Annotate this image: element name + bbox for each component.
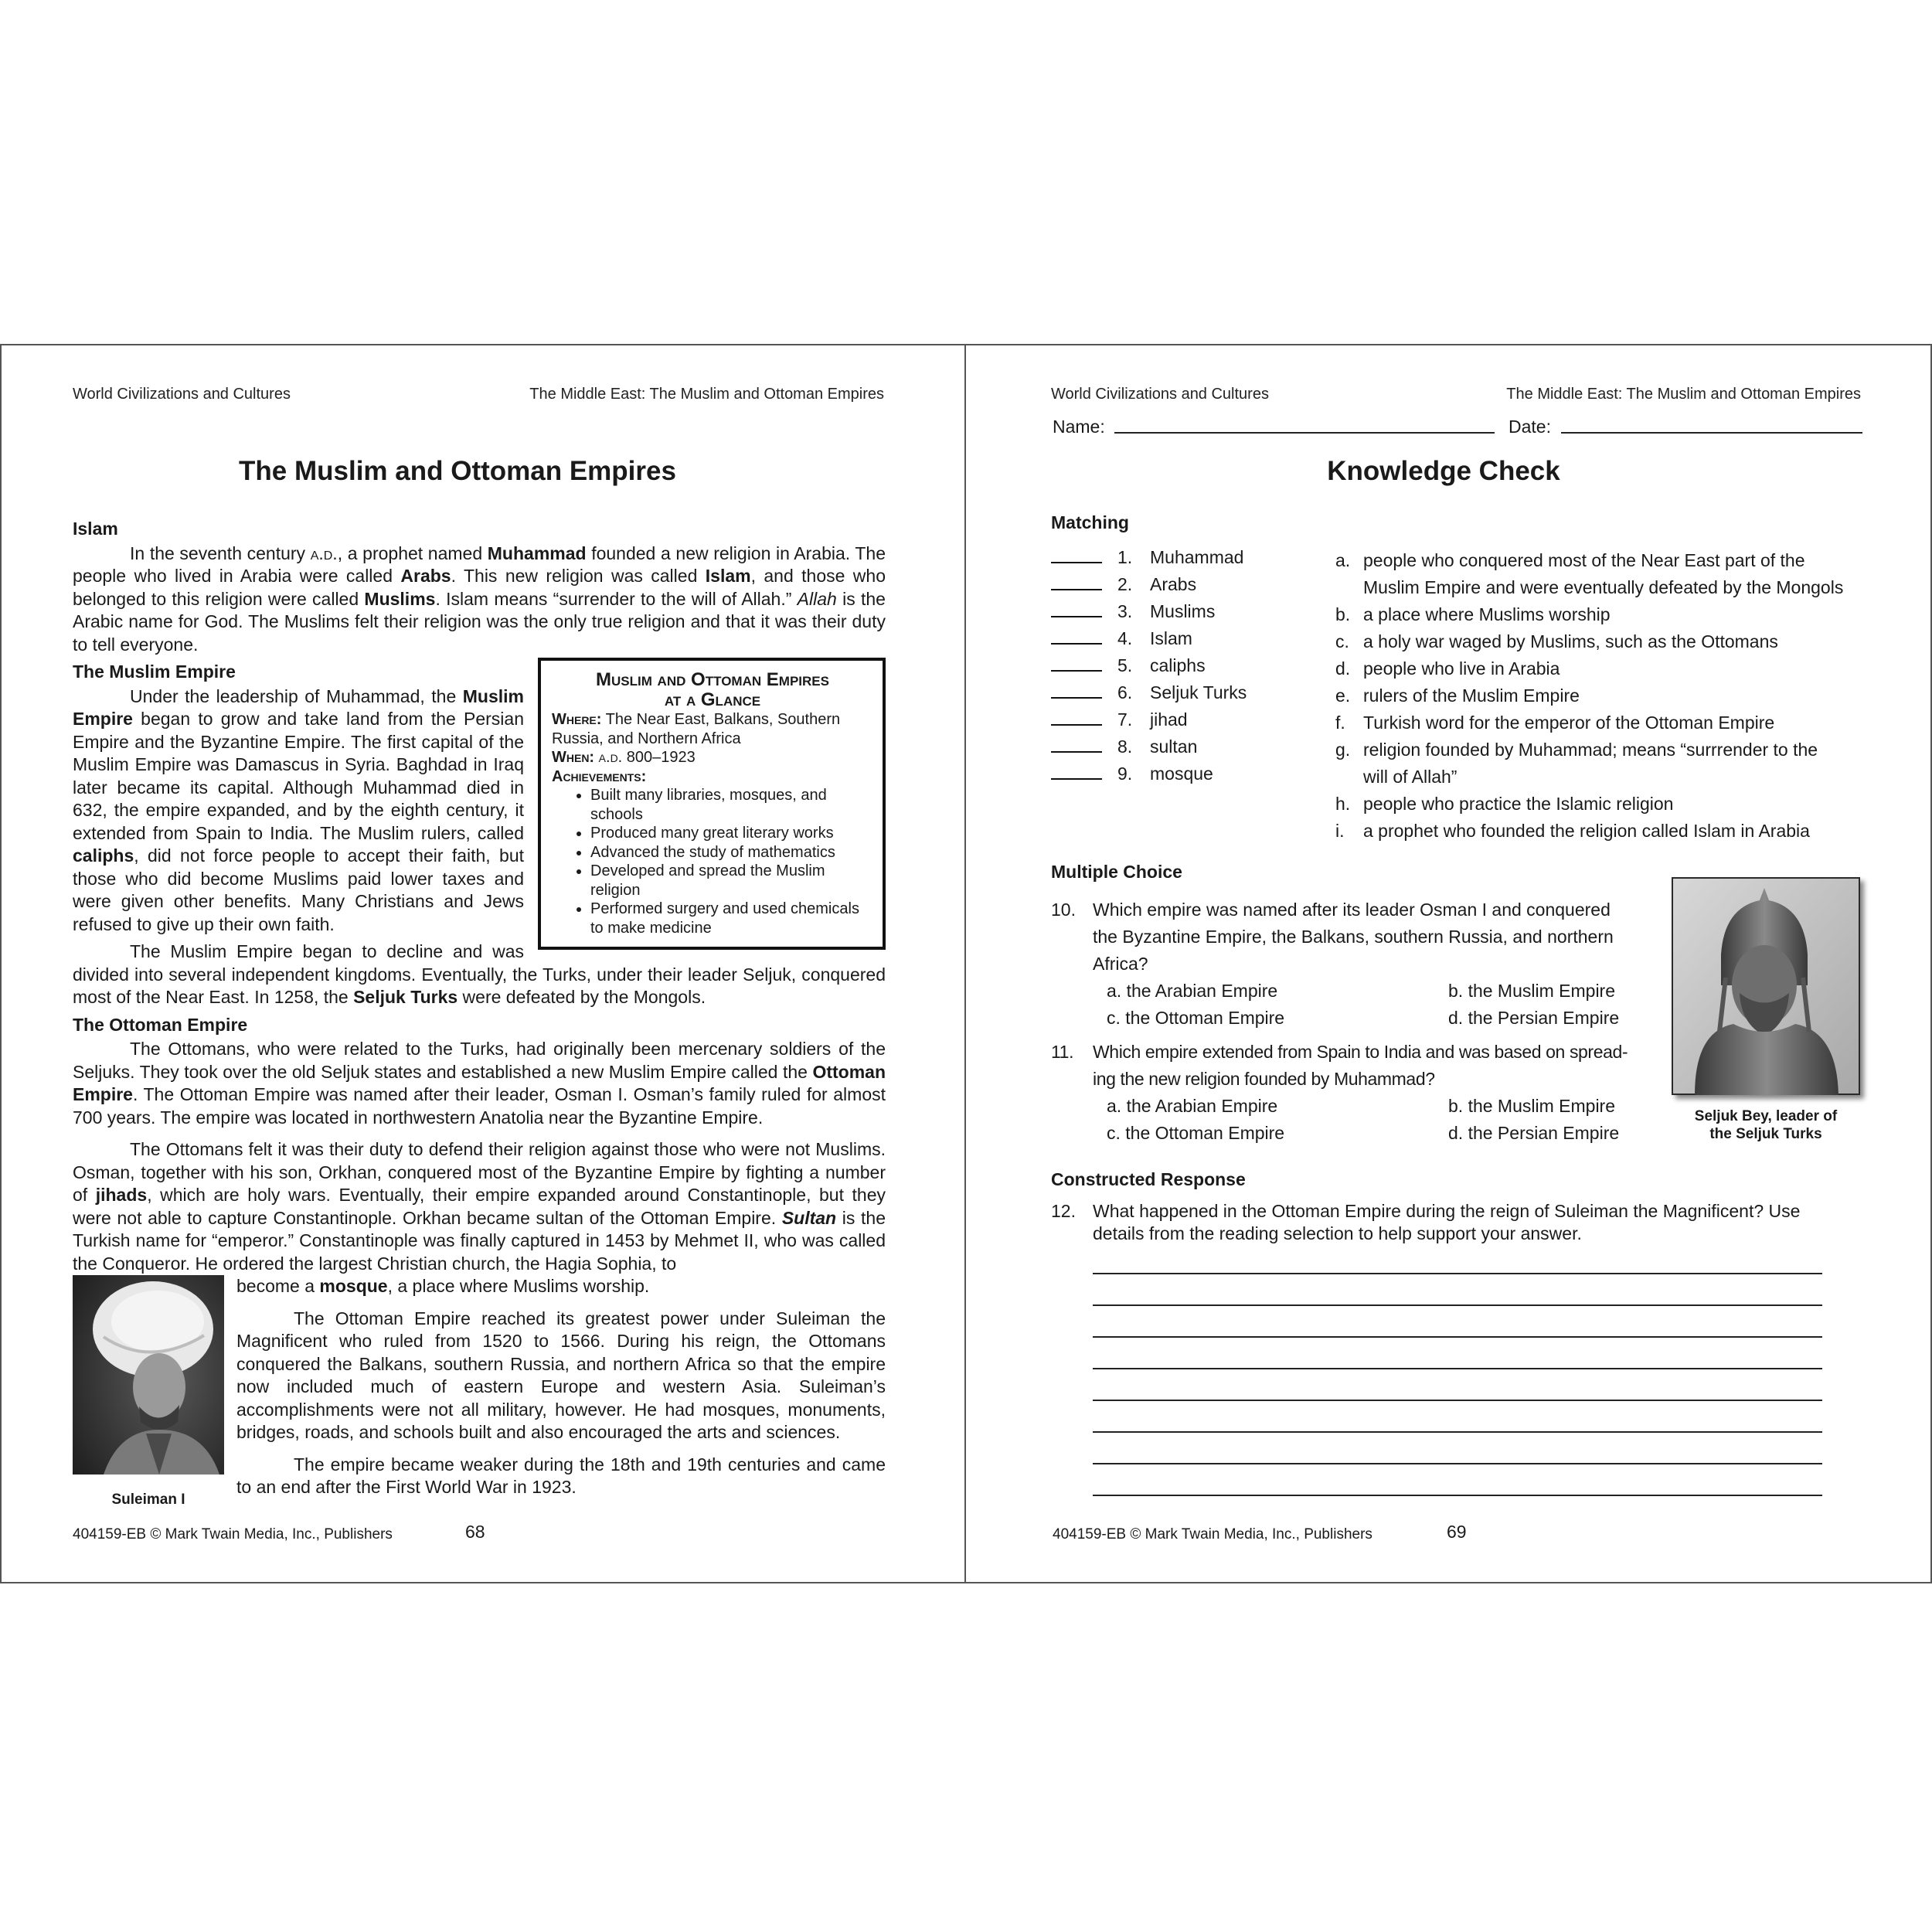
at-a-glance-box <box>538 658 886 950</box>
response-line[interactable] <box>1093 1431 1822 1433</box>
definition-item: e. rulers of the Muslim Empire <box>1335 685 1580 706</box>
paragraph-ottoman-2-cont: become a mosque, a place where Muslims worship. <box>236 1276 650 1296</box>
name-label: Name: <box>1053 417 1105 437</box>
definition-item: c. a holy war waged by Muslims, such as the Ottomans <box>1335 631 1778 651</box>
matching-term[interactable]: 8. sultan <box>1051 736 1197 764</box>
paragraph-suleiman: The Ottoman Empire reached its greatest power under Suleiman the Magnificent who ruled from 1520 to 1566. During his reign, the Ottomans conquered the Balkans, southern Russia, and northern Africa so that the empire now included much of eastern Europe and western Asia. Suleiman’s accomplishments were not all military, however. He had mosques, monuments, bridges, roads, and schools built and also encouraged the arts and sciences. <box>236 1308 886 1442</box>
book-title-header: World Civilizations and Cultures <box>1051 386 1269 403</box>
paragraph-decline-ottoman: The empire became weaker during the 18th and 19th centuries and came to an end after the First World War in 1923. <box>236 1454 886 1497</box>
paragraph-ottoman-1: The Ottomans, who were related to the Turks, had originally been mercenary soldiers of the Seljuks. They took over the old Seljuk states and established a new Muslim Empire called the Ottoman Empire. The Ottoman Empire was named after their leader, Osman I. Osman’s family ruled for almost 700 years. The empire was located in northwestern Anatolia near the Byzantine Empire. <box>73 1039 886 1128</box>
answer-blank[interactable] <box>1051 670 1102 672</box>
glance-when: When: a.d. 800–1923 <box>552 749 696 766</box>
unit-header: The Middle East: The Muslim and Ottoman Empires <box>529 386 884 403</box>
answer-blank[interactable] <box>1051 778 1102 780</box>
definition-item: b. a place where Muslims worship <box>1335 604 1611 624</box>
answer-blank[interactable] <box>1051 562 1102 563</box>
matching-term[interactable]: 3. Muslims <box>1051 601 1215 628</box>
glance-achievements-label: Achievements: <box>552 767 647 785</box>
q10-option-d[interactable]: d. the Persian Empire <box>1448 1008 1620 1028</box>
definition-item: i. a prophet who founded the religion called Islam in Arabia <box>1335 821 1810 841</box>
book-title-header: World Civilizations and Cultures <box>73 386 291 403</box>
q11-option-c[interactable]: c. the Ottoman Empire <box>1107 1123 1285 1143</box>
achievement-item: • Produced many great literary works <box>590 824 873 843</box>
seljuk-bey-figure <box>1672 877 1860 1143</box>
answer-blank[interactable] <box>1051 589 1102 590</box>
paragraph-islam: In the seventh century a.d., a prophet named Muhammad founded a new religion in Arabia. The people who lived in Arabia were called Arabs. This new religion was called Islam, and those who belonged to this religion were called Muslims. Islam means “surrender to the will of Allah.” Allah is the Arabic name for God. The Muslims felt their religion was the only true religion and that it was their duty to tell everyone. <box>73 543 886 655</box>
q11-option-b[interactable]: b. the Muslim Empire <box>1448 1096 1616 1116</box>
suleiman-portrait-figure <box>73 1275 224 1511</box>
page-title: The Muslim and Ottoman Empires <box>239 456 676 486</box>
reading-page <box>0 344 966 1583</box>
constructed-response-heading: Constructed Response <box>1051 1169 1246 1189</box>
page-number: 69 <box>1447 1522 1467 1542</box>
name-field[interactable] <box>1114 432 1495 434</box>
question-12: 12. What happened in the Ottoman Empire during the reign of Suleiman the Magnificent? Use details from the reading selection to help support your answer. <box>1051 1201 1801 1243</box>
page-footer: 404159-EB © Mark Twain Media, Inc., Publishers <box>73 1526 393 1543</box>
answer-blank[interactable] <box>1051 616 1102 617</box>
section-heading-muslim-empire: The Muslim Empire <box>73 662 236 682</box>
achievements-list <box>552 786 873 937</box>
book-spread <box>0 344 1932 1585</box>
glance-where: Where: The Near East, Balkans, Southern Russia, and Northern Africa <box>552 711 841 747</box>
achievement-item: • Developed and spread the Muslim religion <box>590 862 873 900</box>
response-line[interactable] <box>1093 1495 1822 1496</box>
response-line[interactable] <box>1093 1463 1822 1464</box>
date-label: Date: <box>1509 417 1551 437</box>
unit-header: The Middle East: The Muslim and Ottoman Empires <box>1506 386 1861 403</box>
matching-term[interactable]: 9. mosque <box>1051 764 1213 791</box>
page-title: Knowledge Check <box>1327 456 1560 486</box>
date-field[interactable] <box>1561 432 1862 434</box>
q10-option-b[interactable]: b. the Muslim Empire <box>1448 981 1616 1001</box>
definition-item: a. people who conquered most of the Near East part of the Muslim Empire and were eventually defeated by the Mongols <box>1335 550 1844 597</box>
suleiman-portrait-image <box>73 1275 224 1475</box>
section-heading-islam: Islam <box>73 519 118 539</box>
section-heading-ottoman: The Ottoman Empire <box>73 1014 248 1035</box>
answer-blank[interactable] <box>1051 724 1102 726</box>
definition-item: f. Turkish word for the emperor of the Ottoman Empire <box>1335 713 1775 733</box>
glance-title-line2: at a Glance <box>664 689 761 710</box>
q11-option-d[interactable]: d. the Persian Empire <box>1448 1123 1620 1143</box>
definition-item: d. people who live in Arabia <box>1335 658 1560 679</box>
matching-term[interactable]: 5. caliphs <box>1051 655 1206 682</box>
matching-term[interactable]: 4. Islam <box>1051 628 1192 655</box>
response-line[interactable] <box>1093 1273 1822 1274</box>
portrait-caption: Suleiman I <box>111 1491 185 1508</box>
glance-title-line1: Muslim and Ottoman Empires <box>596 669 829 690</box>
response-line[interactable] <box>1093 1400 1822 1401</box>
reading-body <box>73 513 886 1514</box>
matching-definitions <box>1335 547 1876 845</box>
matching-heading: Matching <box>1051 512 1129 532</box>
page-number: 68 <box>465 1522 485 1542</box>
bust-caption: Seljuk Bey, leader of the Seljuk Turks <box>1694 1108 1838 1142</box>
definition-item: g. religion founded by Muhammad; means “surrrender to the will of Allah” <box>1335 740 1818 787</box>
multiple-choice-heading: Multiple Choice <box>1051 862 1182 882</box>
achievement-item: • Built many libraries, mosques, and schools <box>590 786 873 824</box>
page-footer: 404159-EB © Mark Twain Media, Inc., Publishers <box>1053 1526 1372 1543</box>
matching-term[interactable]: 1. Muhammad <box>1051 547 1243 574</box>
response-line[interactable] <box>1093 1336 1822 1338</box>
response-line[interactable] <box>1093 1368 1822 1369</box>
paragraph-muslim-empire: Under the leadership of Muhammad, the Muslim Empire began to grow and take land from the Persian Empire and the Byzantine Empire. The first capital of the Muslim Empire was Damascus in Syria. Baghdad in Iraq later became its capital. Although Muhammad died in 632, the empire expanded, and by the eighth century, it extended from Spain to India. The Muslim rulers, called caliphs, did not force people to accept their faith, but those who did become Muslims paid lower taxes and were given other benefits. Many Christians and Jews refused to give up their own faith. <box>73 685 524 934</box>
q10-option-c[interactable]: c. the Ottoman Empire <box>1107 1008 1285 1028</box>
matching-term[interactable]: 7. jihad <box>1051 709 1188 736</box>
matching-term[interactable]: 6. Seljuk Turks <box>1051 682 1247 709</box>
q11-option-a[interactable]: a. the Arabian Empire <box>1107 1096 1278 1116</box>
paragraph-decline: The Muslim Empire began to decline and was divided into several independent kingdoms. Eventually, the Turks, under their leader Seljuk, conquered most of the Near East. In 1258, the Seljuk Turks were defeated by the Mongols. <box>73 941 886 1007</box>
achievement-item: • Performed surgery and used chemicals to make medicine <box>590 900 873 937</box>
q10-option-a[interactable]: a. the Arabian Empire <box>1107 981 1278 1001</box>
answer-blank[interactable] <box>1051 697 1102 699</box>
definition-item: h. people who practice the Islamic religion <box>1335 794 1674 814</box>
answer-blank[interactable] <box>1051 751 1102 753</box>
matching-term[interactable]: 2. Arabs <box>1051 574 1196 601</box>
achievement-item: • Advanced the study of mathematics <box>590 843 873 862</box>
worksheet-page <box>964 344 1932 1583</box>
answer-blank[interactable] <box>1051 643 1102 645</box>
response-line[interactable] <box>1093 1304 1822 1306</box>
seljuk-bey-image <box>1672 877 1860 1095</box>
paragraph-ottoman-2: The Ottomans felt it was their duty to defend their religion against those who were not Muslims. Osman, together with his son, Orkhan, conquered most of the Byzantine Empire by fighting a number of jihads, which are holy wars. Eventually, their empire expanded around Constantinople, but they were not able to capture Constantinople. Orkhan became sultan of the Ottoman Empire. Sultan is the Turkish name for “emperor.” Constantinople was finally captured in 1453 by Mehmet II, who was called the Conqueror. He ordered the largest Christian church, the Hagia Sophia, to <box>73 1139 886 1274</box>
question-11: 11. Which empire extended from Spain to India and was based on spread- ing the new religion founded by Muhammad? <box>1051 1042 1628 1089</box>
question-10: 10. Which empire was named after its leader Osman I and conquered the Byzantine Empire, the Balkans, southern Russia, and northern Africa? <box>1051 900 1614 974</box>
